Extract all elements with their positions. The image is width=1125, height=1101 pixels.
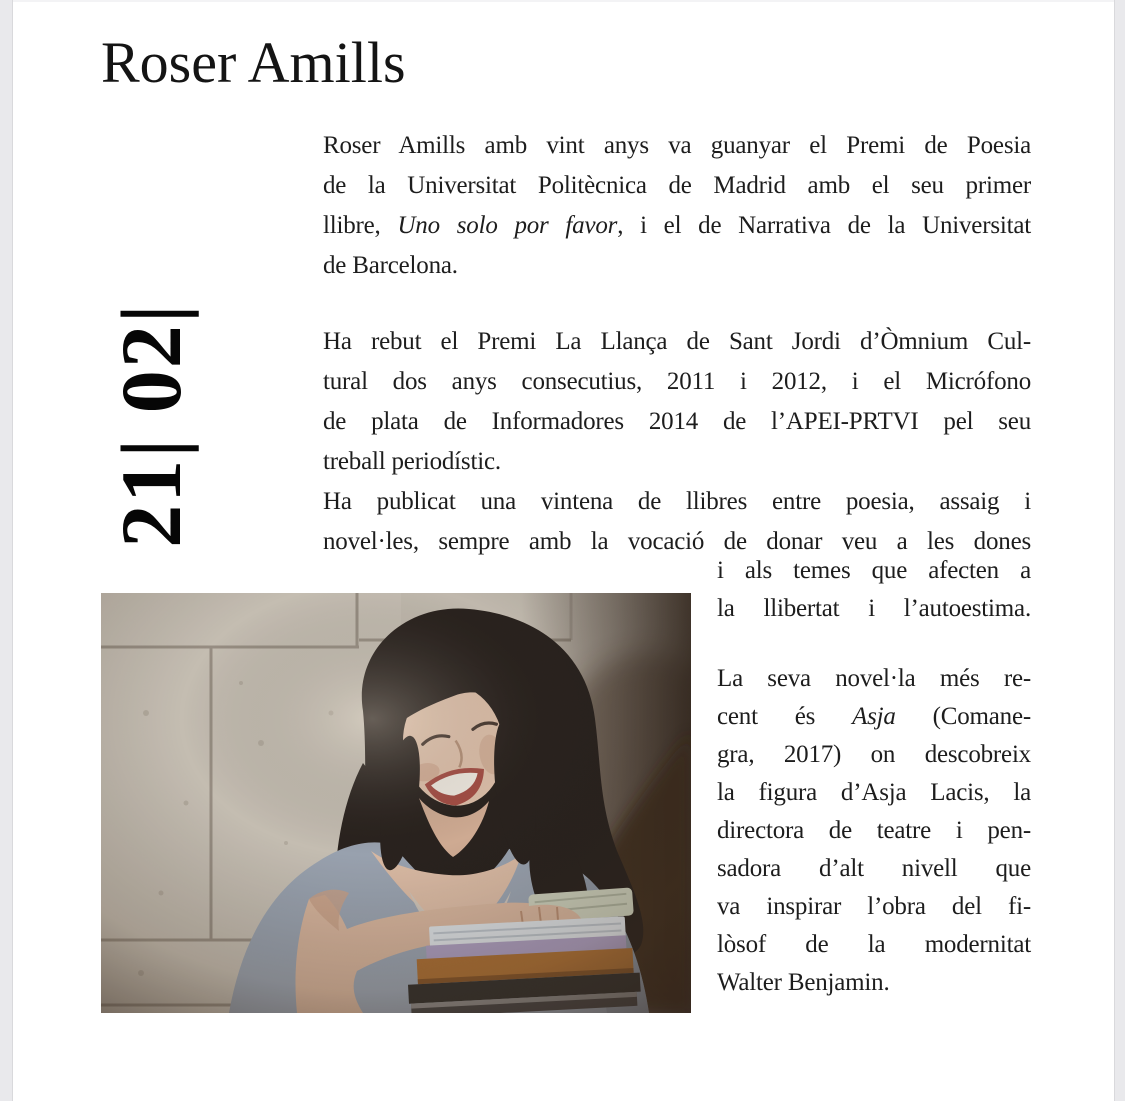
author-photo xyxy=(101,593,691,1013)
text-line: tural dos anys consecutius, 2011 i 2012, i el Micrófono xyxy=(323,368,1031,395)
text-line: de plata de Informadores 2014 de l’APEI-PRTVI pel seu xyxy=(323,408,1031,435)
paragraph-publications-wrap xyxy=(717,552,1031,628)
text-line: directora de teatre i pen- xyxy=(717,817,1031,844)
text-line: gra, 2017) on descobreix xyxy=(717,741,1031,768)
page-title: Roser Amills xyxy=(101,30,406,95)
paragraph-novel xyxy=(717,660,1031,1002)
text-line: Walter Benjamin. xyxy=(717,969,890,996)
photo-grain xyxy=(101,593,691,1013)
text-line: de la Universitat Politècnica de Madrid amb el seu primer xyxy=(323,172,1031,199)
text-line: Ha rebut el Premi La Llança de Sant Jordi d’Òmnium Cul- xyxy=(323,328,1031,355)
text-line: la figura d’Asja Lacis, la xyxy=(717,779,1031,806)
paragraph-intro xyxy=(323,126,1031,286)
text-line: novel·les, sempre amb la vocació de donar veu a les dones xyxy=(323,528,1031,555)
text-line: de Barcelona. xyxy=(323,252,458,279)
text-line: llibre, Uno solo por favor, i el de Narrativa de la Universitat xyxy=(323,212,1031,239)
text-line: lòsof de la modernitat xyxy=(717,931,1031,958)
paragraph-publications xyxy=(323,482,1031,562)
text-line: treball periodístic. xyxy=(323,448,501,475)
text-line: Roser Amills amb vint anys va guanyar el Premi de Poesia xyxy=(323,132,1031,159)
text-line: sadora d’alt nivell que xyxy=(717,855,1031,882)
paragraph-awards xyxy=(323,322,1031,482)
text-line: La seva novel·la més re- xyxy=(717,665,1031,692)
author-photo-illustration xyxy=(101,593,691,1013)
text-line: la llibertat i l’autoestima. xyxy=(717,595,1031,622)
text-line: cent és Asja (Comane- xyxy=(717,703,1031,730)
text-line: Ha publicat una vintena de llibres entre poesia, assaig i xyxy=(323,488,1031,515)
date-marker-text: 21| 02| xyxy=(103,302,199,548)
document-page xyxy=(12,0,1115,1101)
text-line: va inspirar l’obra del fi- xyxy=(717,893,1031,920)
text-line: i als temes que afecten a xyxy=(717,557,1031,584)
